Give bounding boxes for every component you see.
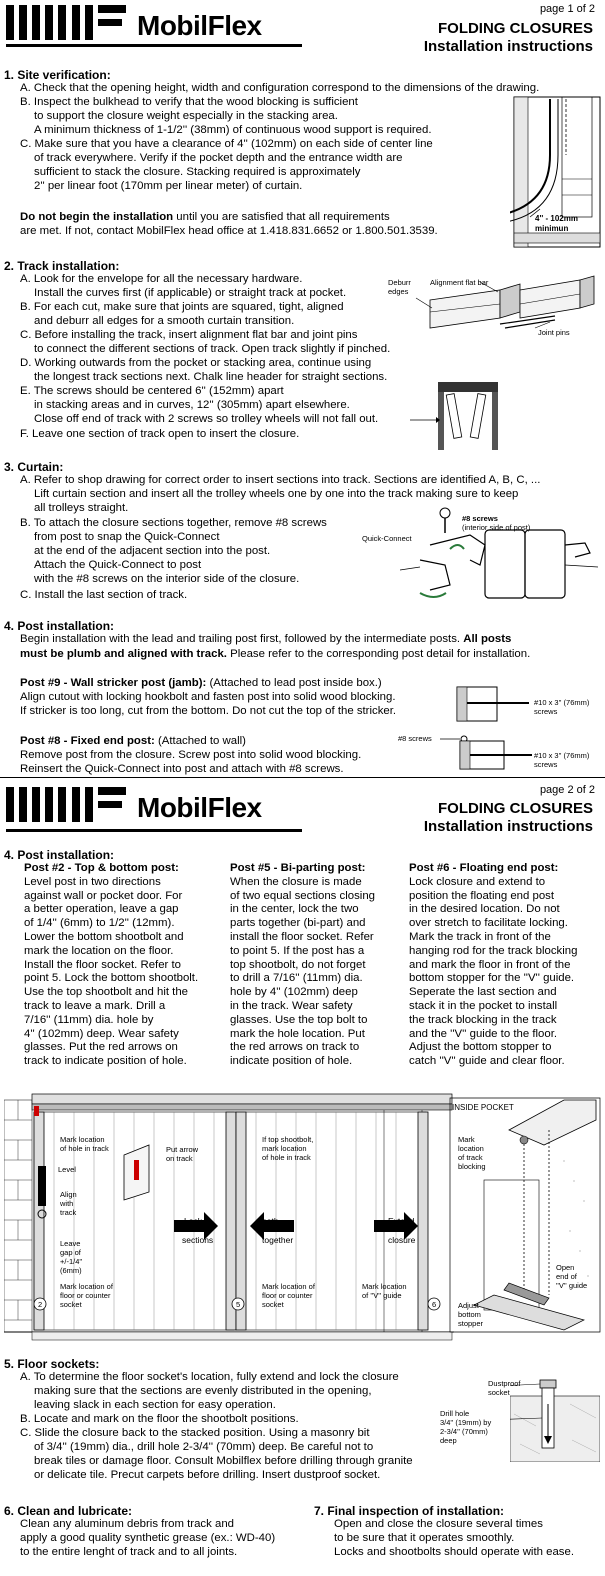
line: A. To determine the floor socket's location, fully extend and lock the closure — [20, 1371, 399, 1383]
line: to be sure that it operates smoothly. — [334, 1532, 515, 1544]
line: 2'' per linear foot (170mm per linear meter) of curtain. — [34, 180, 303, 192]
post-detail-line: the red arrows on track to — [230, 1041, 360, 1054]
blocking-label: Mark — [458, 1135, 475, 1144]
post-detail-line: Install the floor socket. Refer to — [24, 958, 182, 971]
floor-socket-label-2: floor or counter — [60, 1291, 111, 1300]
put-arrow-label-2: on track — [166, 1154, 193, 1163]
alignment-bar-label: Alignment flat bar — [430, 278, 489, 287]
open-end-label-3: ''V'' guide — [556, 1281, 588, 1290]
if-top-label-3: of hole in track — [262, 1153, 311, 1162]
mobilflex-logo-icon — [6, 5, 126, 40]
gap-label-4: (6mm) — [60, 1266, 82, 1275]
section-heading: 2. Track installation: — [4, 259, 120, 273]
line: B. To attach the closure sections together, remove #8 screws — [20, 517, 327, 529]
doc-title: FOLDING CLOSURES — [437, 20, 593, 37]
post-detail-line: Level post in two directions — [24, 875, 161, 888]
line: to connect the different sections of track. Open track slightly if pinched. — [34, 343, 391, 355]
line: B. Inspect the bulkhead to verify that the wood blocking is sufficient — [20, 96, 358, 108]
gap-label: Leave — [60, 1239, 81, 1248]
line: Remove post from the closure. Screw post into solid wood blocking. — [20, 749, 362, 761]
section-heading: 5. Floor sockets: — [4, 1357, 100, 1371]
blocking-label-3: of track — [458, 1153, 483, 1162]
dustproof-label: Dustproof — [488, 1379, 521, 1388]
deburr-label: Deburr — [388, 278, 411, 287]
joint-pins-label: Joint pins — [538, 328, 570, 337]
post-detail-line: and mark the floor in front of the — [409, 958, 571, 971]
post2-title: Post #2 - Top & bottom post: — [24, 862, 179, 874]
post-detail-line: to drill a 7/16'' (11mm) dia. — [230, 972, 363, 985]
line: B. For each cut, make sure that joints are squared, tight, aligned — [20, 301, 344, 313]
intro-bold: All posts — [463, 633, 512, 645]
post-detail-line: to point 5. If the post has a — [230, 944, 365, 957]
post-number-2: 2 — [38, 1300, 43, 1309]
line: all trolleys straight. — [34, 502, 129, 514]
post8-small-screws-label: #8 screws — [398, 734, 432, 743]
quick-connect-label: Quick-Connect — [362, 534, 412, 543]
post-detail-line: a better operation, leave a gap — [24, 903, 179, 916]
align-label-2: with — [60, 1199, 74, 1208]
line: F. Leave one section of track open to insert the closure. — [20, 428, 300, 440]
intro-line-2 — [20, 648, 530, 662]
post5-column — [230, 862, 400, 1069]
level-label: Level — [58, 1165, 76, 1174]
line: Align cutout with locking hookbolt and fasten post into solid wood blocking. — [20, 691, 396, 703]
post-number-5: 5 — [236, 1300, 241, 1309]
post8-screws-label: #10 x 3'' (76mm) — [534, 751, 590, 760]
line: E. The screws should be centered 6'' (152mm) apart — [20, 385, 284, 397]
if-top-label: If top shootbolt, — [262, 1135, 314, 1144]
post-detail-line: against wall or pocket door. For — [24, 889, 183, 902]
floor-socket-label: Mark location of — [60, 1282, 113, 1291]
line: C. Slide the closure back to the stacked position. Using a masonry bit — [20, 1427, 370, 1439]
post6-column — [409, 862, 604, 1069]
post-detail-line: indicate position of hole. — [230, 1055, 353, 1068]
line: making sure that the sections are evenly distributed in the opening, — [34, 1385, 372, 1397]
line: of 3/4'' (19mm) dia., drill hole 2-3/4'' (70mm) deep. Be careful not to — [34, 1441, 374, 1453]
drill-hole-label-4: deep — [440, 1436, 457, 1445]
line: to the entire lenght of track and to all joints. — [20, 1546, 238, 1558]
warning-line — [20, 211, 390, 225]
post-detail-line: glasses. Put the red arrows on — [24, 1041, 178, 1054]
line: A. Check that the opening height, width and configuration correspond to the dimensions of the drawing. — [20, 82, 540, 94]
line: from post to snap the Quick-Connect — [34, 531, 220, 543]
header-rule — [6, 829, 302, 832]
page-separator — [0, 777, 605, 778]
section-heading: 7. Final inspection of installation: — [314, 1504, 505, 1518]
section-heading: 4. Post installation: — [4, 848, 115, 862]
extend-label: Extend — [388, 1216, 415, 1226]
post2-text — [24, 876, 214, 1069]
section-heading: 6. Clean and lubricate: — [4, 1504, 133, 1518]
open-end-label: Open — [556, 1263, 575, 1272]
adjust-stopper-label: Adjust — [458, 1301, 479, 1310]
intro-text: Begin installation with the lead and trailing post first, followed by the intermediate posts. — [20, 633, 464, 645]
floor-socket-diagram — [510, 1374, 600, 1462]
post-detail-line: Use the top shootbolt and hit the — [24, 986, 189, 999]
post-detail-line: bottom stopper for the ''V'' guide. — [409, 972, 575, 985]
post-detail-line: in the track. Wear safety — [230, 999, 353, 1012]
align-label: Align — [60, 1190, 77, 1199]
line: C. Install the last section of track. — [20, 589, 188, 601]
adjust-stopper-label-3: stopper — [458, 1319, 484, 1328]
section-heading: 3. Curtain: — [4, 460, 64, 474]
adjust-stopper-label-2: bottom — [458, 1310, 481, 1319]
line: and deburr all edges for a smooth curtain transition. — [34, 315, 295, 327]
line: Attach the Quick-Connect to post — [34, 559, 202, 571]
closure-label: closure — [388, 1235, 416, 1245]
line: Reinsert the Quick-Connect into post and attach with #8 screws. — [20, 763, 344, 775]
line: A minimum thickness of 1-1/2'' (38mm) of continuous wood support is required. — [34, 124, 432, 136]
post-detail-line: hanging rod for the track blocking — [409, 944, 578, 957]
line: D. Working outwards from the pocket or stacking area, continue using — [20, 357, 372, 369]
interior-side-label: (interior side of post) — [462, 523, 531, 532]
page-number: page 2 of 2 — [539, 784, 595, 796]
drill-hole-label: Drill hole — [440, 1409, 470, 1418]
intro-bold-2: must be plumb and aligned with track. — [20, 648, 227, 660]
post-detail-line: point 5. Lock the bottom shootbolt. — [24, 972, 199, 985]
post-detail-line: mark the hole location. Put — [230, 1027, 365, 1040]
post5-title: Post #5 - Bi-parting post: — [230, 862, 366, 874]
line: the longest track sections next. Chalk line header for straight sections. — [34, 371, 388, 383]
doc-subtitle: Installation instructions — [423, 38, 593, 55]
line: Locks and shootbolts should operate with ease. — [334, 1546, 574, 1558]
post-detail-line: Adjust the bottom stopper to — [409, 1041, 552, 1054]
floor-socket-label-3: socket — [60, 1300, 82, 1309]
mark-hole-label: Mark location — [60, 1135, 105, 1144]
blocking-label-2: location — [458, 1144, 484, 1153]
align-label-3: track — [60, 1208, 77, 1217]
post-detail-line: position the floating end post — [409, 889, 555, 902]
post-detail-line: in the desired location. Do not — [409, 903, 560, 916]
post8-title — [20, 735, 246, 749]
post-detail-line: 7/16'' (11mm) dia. hole by — [24, 1013, 154, 1026]
screw-detail-diagram — [410, 380, 520, 460]
section-heading: 1. Site verification: — [4, 68, 111, 82]
line: C. Make sure that you have a clearance of 4'' (102mm) on each side of center line — [20, 138, 433, 150]
post-detail-line: hole by 4'' (102mm) deep — [230, 986, 358, 999]
gap-label-3: +/-1/4'' — [60, 1257, 83, 1266]
post6-text — [409, 876, 604, 1069]
warning-line-2: are met. If not, contact MobilFlex head office at 1.418.831.6652 or 1.800.501.3539. — [20, 225, 438, 237]
line: with the #8 screws on the interior side of the closure. — [34, 573, 300, 585]
floor-socket-label-b: Mark location of — [262, 1282, 315, 1291]
section-heading: 4. Post installation: — [4, 619, 115, 633]
intro-text-2: Please refer to the corresponding post detail for installation. — [226, 648, 531, 660]
together-label: together — [262, 1235, 294, 1245]
line: Install the curves first (if applicable) or straight track at pocket. — [34, 287, 347, 299]
line: in stacking areas and in curves, 12'' (305mm) apart elsewhere. — [34, 399, 350, 411]
post9-diagram — [455, 685, 535, 725]
edges-label: edges — [388, 287, 409, 296]
lock-label: Lock — [184, 1216, 202, 1226]
warning-rest: until you are satisfied that all requirements — [173, 211, 390, 223]
post-detail-line: track to indicate position of hole. — [24, 1055, 187, 1068]
line: Clean any aluminum debris from track and — [20, 1518, 234, 1530]
line: Close off end of track with 2 screws so trolley wheels will not fall out. — [34, 413, 379, 425]
floor-socket-label-b2: floor or counter — [262, 1291, 313, 1300]
clearance-label-2: minimun — [535, 224, 569, 233]
mobilflex-logo-icon — [6, 787, 126, 822]
post9-bold: Post #9 - Wall stricker post (jamb): — [20, 677, 207, 689]
post-detail-line: Mark the track in front of the — [409, 930, 551, 943]
post-number-6: 6 — [432, 1300, 437, 1309]
post8-screws-label-2: screws — [534, 760, 558, 769]
intro-line — [20, 633, 511, 647]
line: Lift curtain section and insert all the trolley wheels one by one into the track making sure to keep — [34, 488, 519, 500]
quick-connect-diagram — [400, 505, 600, 605]
wall-closure-drawing — [4, 1090, 602, 1352]
screws-label: #8 screws — [462, 514, 498, 523]
line: C. Before installing the track, insert alignment flat bar and joint pins — [20, 329, 358, 341]
post9-screws-label: #10 x 3'' (76mm) — [534, 698, 590, 707]
post-detail-line: of 1/4'' (6mm) to 1/2'' (12mm). — [24, 917, 175, 930]
v-guide-label: Mark location — [362, 1282, 407, 1291]
post-detail-line: mark the location on the floor. — [24, 944, 174, 957]
post9-note: (Attached to lead post inside box.) — [206, 677, 382, 689]
post-detail-line: top shootbolt, do not forget — [230, 958, 366, 971]
post8-note: (Attached to wall) — [154, 735, 246, 747]
open-end-label-2: end of — [556, 1272, 577, 1281]
line: sufficient to stack the closure. Stacking required is approximately — [34, 166, 361, 178]
warning-bold: Do not begin the installation — [20, 211, 174, 223]
drill-hole-label-2: 3/4'' (19mm) by — [440, 1418, 492, 1427]
gap-label-2: gap of — [60, 1248, 81, 1257]
post8-diagram — [440, 733, 536, 773]
v-guide-label-2: of ''V'' guide — [362, 1291, 402, 1300]
post-detail-line: track to leave a mark. Drill a — [24, 999, 166, 1012]
sections-label: sections — [182, 1235, 214, 1245]
page-number: page 1 of 2 — [539, 3, 595, 15]
header-rule — [6, 44, 302, 47]
mark-hole-label-2: of hole in track — [60, 1144, 109, 1153]
line: or delicate tile. Precut carpets before drilling. Insert dustproof socket. — [34, 1469, 381, 1481]
post-detail-line: in the center, lock the two — [230, 903, 359, 916]
line: at the end of the adjacent section into the post. — [34, 545, 271, 557]
post-detail-line: catch ''V'' guide and clear floor. — [409, 1055, 565, 1068]
line: B. Locate and mark on the floor the shootbolt positions. — [20, 1413, 299, 1425]
post-detail-line: When the closure is made — [230, 875, 362, 888]
post9-screws-label-2: screws — [534, 707, 558, 716]
line: leaving slack in each section for easy operation. — [34, 1399, 276, 1411]
inside-pocket-label: INSIDE POCKET — [452, 1103, 514, 1112]
post-detail-line: Lock closure and extend to — [409, 875, 546, 888]
post9-title — [20, 677, 382, 691]
line: break tiles or damage floor. Consult Mobilflex before drilling through granite — [34, 1455, 413, 1467]
line: If stricker is too long, cut from the bottom. Do not cut the top of the stricker. — [20, 705, 397, 717]
line: A. Refer to shop drawing for correct order to insert sections into track. Sections are identified A, B, C, ... — [20, 474, 541, 486]
line: Open and close the closure several times — [334, 1518, 543, 1530]
post-detail-line: 4'' (102mm) deep. Wear safety — [24, 1027, 179, 1040]
dustproof-label-2: socket — [488, 1388, 510, 1397]
both-label: both — [262, 1216, 279, 1226]
line: to support the closure weight especially in the stacking area. — [34, 110, 338, 122]
put-arrow-label: Put arrow — [166, 1145, 199, 1154]
doc-title: FOLDING CLOSURES — [437, 800, 593, 817]
post-detail-line: over stretch to facilitate locking. — [409, 917, 568, 930]
doc-subtitle: Installation instructions — [423, 818, 593, 835]
brand-name: MobilFlex — [137, 792, 262, 823]
post8-bold: Post #8 - Fixed end post: — [20, 735, 155, 747]
post-detail-line: and the ''V'' guide to the floor. — [409, 1027, 558, 1040]
post-detail-line: parts together (bi-part) and — [230, 917, 366, 930]
post-detail-line: install the floor socket. Refer — [230, 930, 374, 943]
if-top-label-2: mark location — [262, 1144, 307, 1153]
blocking-label-4: blocking — [458, 1162, 486, 1171]
post6-title: Post #6 - Floating end post: — [409, 862, 559, 874]
line: apply a good quality synthetic grease (ex.: WD-40) — [20, 1532, 276, 1544]
post-detail-line: Lower the bottom shootbolt and — [24, 930, 184, 943]
post2-column — [24, 862, 214, 1069]
post-detail-line: glasses. Use the top bolt to — [230, 1013, 368, 1026]
floor-socket-label-b3: socket — [262, 1300, 284, 1309]
line: A. Look for the envelope for all the necessary hardware. — [20, 273, 303, 285]
post-detail-line: stack it in the pocket to install — [409, 999, 558, 1012]
post5-text — [230, 876, 400, 1069]
clearance-label: 4'' - 102mm — [535, 214, 578, 223]
drill-hole-label-3: 2-3/4'' (70mm) — [440, 1427, 488, 1436]
post-detail-line: the track blocking in the track — [409, 1013, 557, 1026]
post-detail-line: Seperate the last section and — [409, 986, 557, 999]
post-detail-line: of two equal sections closing — [230, 889, 375, 902]
brand-name: MobilFlex — [137, 10, 262, 41]
line: of track everywhere. Verify if the pocket depth and the entrance width are — [34, 152, 403, 164]
